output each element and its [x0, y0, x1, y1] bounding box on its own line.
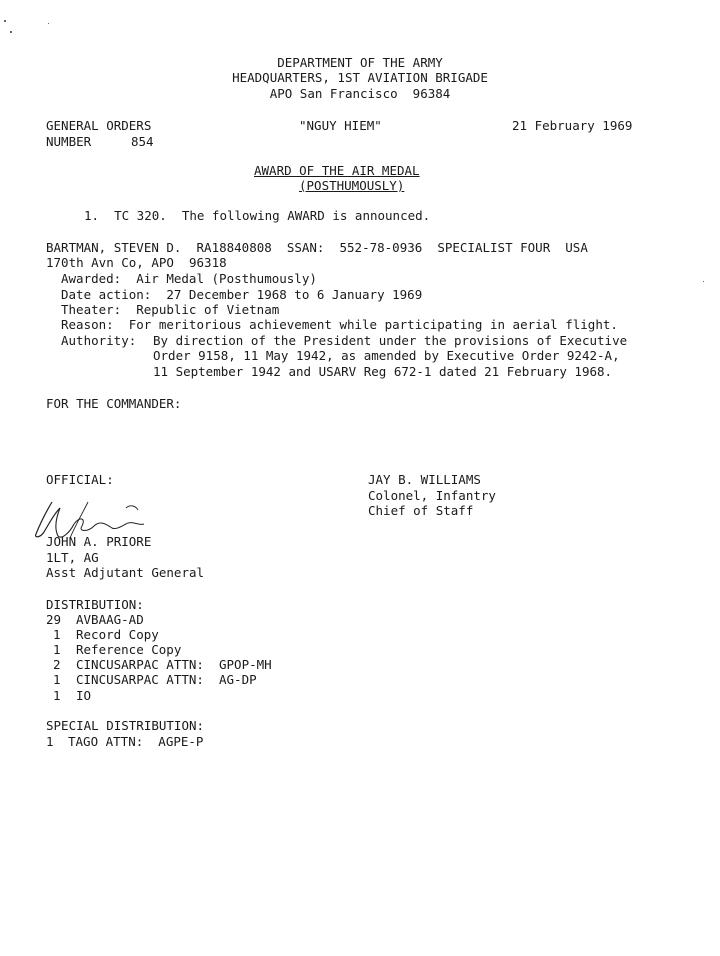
special-distribution-label: SPECIAL DISTRIBUTION:: [46, 718, 205, 733]
signatory-title: Chief of Staff: [368, 503, 474, 518]
authority-line-3: 11 September 1942 and USARV Reg 672-1 dated 21 February 1968.: [153, 364, 613, 379]
special-distribution-qty: 1: [46, 734, 54, 749]
detail-reason: Reason: For meritorious achievement while participating in aerial flight.: [61, 317, 618, 332]
distribution-qty: 2: [53, 657, 61, 672]
detail-date-action: Date action: 27 December 1968 to 6 January 1969: [61, 287, 423, 302]
detail-theater: Theater: Republic of Vietnam: [61, 302, 280, 317]
distribution-text: CINCUSARPAC ATTN: GPOP-MH: [76, 657, 272, 672]
distribution-qty: 1: [53, 627, 61, 642]
official-name: JOHN A. PRIORE: [46, 534, 152, 549]
distribution-text: AVBAAG-AD: [76, 612, 144, 627]
authority-line-1: By direction of the President under the provisions of Executive: [153, 333, 628, 348]
distribution-qty: 29: [46, 612, 62, 627]
distribution-text: Reference Copy: [76, 642, 182, 657]
header-department: DEPARTMENT OF THE ARMY: [277, 55, 443, 70]
special-distribution-text: TAGO ATTN: AGPE-P: [68, 734, 204, 749]
paragraph-announcement: 1. TC 320. The following AWARD is announced.: [84, 208, 431, 223]
official-rank: 1LT, AG: [46, 550, 99, 565]
number-label: NUMBER: [46, 134, 92, 149]
recipient-line-1: BARTMAN, STEVEN D. RA18840808 SSAN: 552-78-0936 SPECIALIST FOUR USA: [46, 240, 588, 255]
signatory-rank: Colonel, Infantry: [368, 488, 496, 503]
order-number: 854: [131, 134, 154, 149]
official-title: Asst Adjutant General: [46, 565, 205, 580]
signatory-name: JAY B. WILLIAMS: [368, 472, 481, 487]
distribution-qty: 1: [53, 642, 61, 657]
order-date: 21 February 1969: [512, 118, 633, 133]
distribution-text: IO: [76, 688, 92, 703]
recipient-line-2: 170th Avn Co, APO 96318: [46, 255, 227, 270]
official-label: OFFICIAL:: [46, 472, 114, 487]
unit-motto: "NGUY HIEM": [299, 118, 382, 133]
header-apo: APO San Francisco 96384: [269, 86, 451, 101]
distribution-qty: 1: [53, 688, 61, 703]
detail-awarded: Awarded: Air Medal (Posthumously): [61, 271, 317, 286]
general-orders-label: GENERAL ORDERS: [46, 118, 152, 133]
distribution-text: Record Copy: [76, 627, 159, 642]
award-title: AWARD OF THE AIR MEDAL: [254, 163, 420, 178]
header-headquarters: HEADQUARTERS, 1ST AVIATION BRIGADE: [232, 70, 488, 85]
for-the-commander: FOR THE COMMANDER:: [46, 396, 182, 411]
distribution-text: CINCUSARPAC ATTN: AG-DP: [76, 672, 257, 687]
distribution-label: DISTRIBUTION:: [46, 597, 144, 612]
award-subtitle: (POSTHUMOUSLY): [299, 178, 405, 193]
authority-label: Authority:: [61, 333, 137, 348]
distribution-qty: 1: [53, 672, 61, 687]
authority-line-2: Order 9158, 11 May 1942, as amended by Executive Order 9242-A,: [153, 348, 620, 363]
